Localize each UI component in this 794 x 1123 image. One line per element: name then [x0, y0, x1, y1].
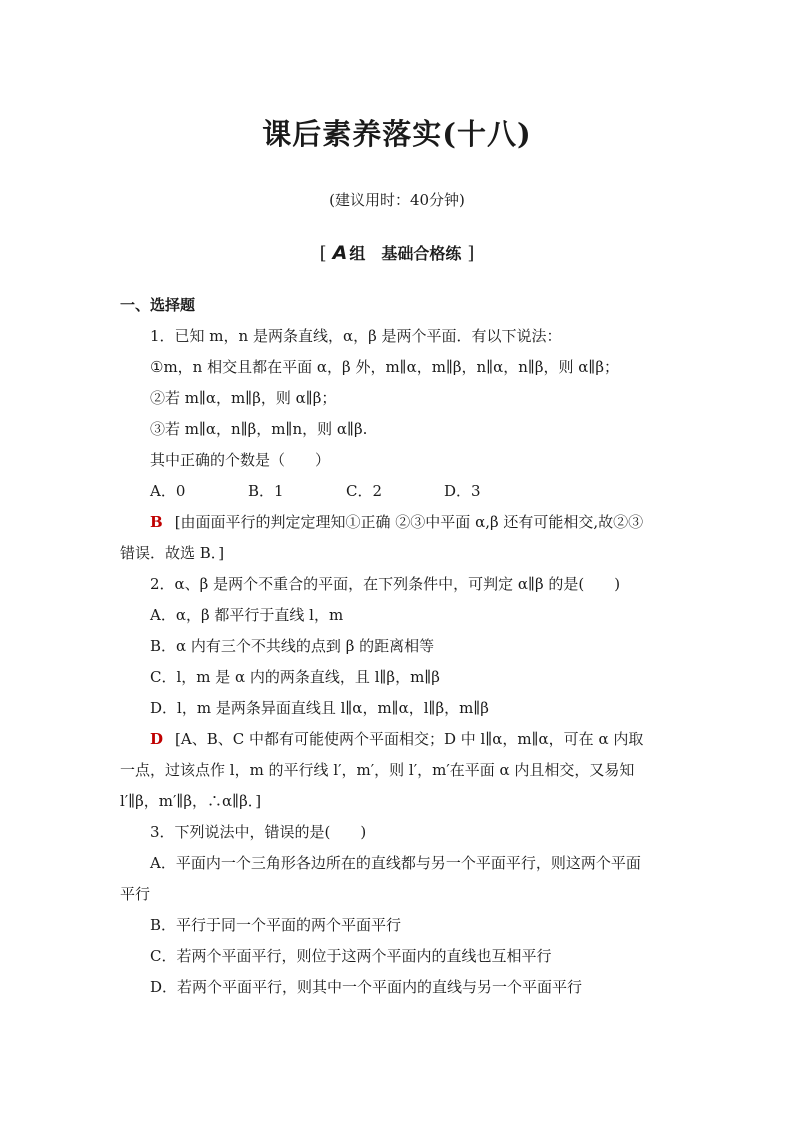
q1-option-d: D．3: [444, 482, 481, 500]
q3-option-a-line-2: 平行: [120, 885, 151, 903]
q2-answer: D: [150, 730, 164, 748]
q1-option-b: B．1: [248, 482, 284, 500]
q1-explanation-line-1: B [由面面平行的判定定理知①正确 ②③中平面 α,β 还有可能相交,故②③: [150, 513, 644, 531]
group-heading: [ A 组 基础合格练 ]: [319, 242, 475, 264]
q2-stem: 2．α、β 是两个不重合的平面，在下列条件中，可判定 α∥β 的是( ): [150, 575, 621, 593]
q1-statement-2: ②若 m∥α，m∥β，则 α∥β；: [150, 389, 337, 407]
q3-option-b: B．平行于同一个平面的两个平面平行: [150, 916, 402, 934]
group-suffix: 组: [349, 244, 366, 263]
q1-statement-1: ①m，n 相交且都在平面 α，β 外，m∥α，m∥β，n∥α，n∥β，则 α∥β；: [150, 358, 620, 376]
page-title: 课后素养落实(十八): [262, 117, 532, 151]
section-heading: 一、选择题: [120, 296, 196, 314]
q2-option-c: C．l，m 是 α 内的两条直线，且 l∥β，m∥β: [150, 668, 440, 686]
q3-option-c: C．若两个平面平行，则位于这两个平面内的直线也互相平行: [150, 947, 552, 965]
q3-option-d: D．若两个平面平行，则其中一个平面内的直线与另一个平面平行: [150, 978, 583, 996]
q1-stem: 1．已知 m，n 是两条直线，α，β 是两个平面．有以下说法：: [150, 327, 562, 345]
q2-option-a: A．α，β 都平行于直线 l，m: [150, 606, 344, 624]
group-letter: A: [332, 242, 348, 264]
q2-explanation-line-1: D [A、B、C 中都有可能使两个平面相交；D 中 l∥α，m∥α，可在 α 内取: [150, 730, 644, 748]
q1-answer: B: [150, 513, 163, 531]
q1-question: 其中正确的个数是（ ）: [150, 451, 331, 469]
q3-option-a-line-1: A．平面内一个三角形各边所在的直线都与另一个平面平行，则这两个平面: [150, 854, 641, 872]
q1-option-a: A．0: [150, 482, 186, 500]
q1-explanation-line-2: 错误．故选 B．]: [120, 544, 225, 562]
time-suggestion: (建议用时：40分钟): [329, 191, 465, 209]
q1-statement-3: ③若 m∥α，n∥β，m∥n，则 α∥β.: [150, 420, 368, 438]
q2-option-d: D．l，m 是两条异面直线且 l∥α，m∥α，l∥β，m∥β: [150, 699, 489, 717]
q1-option-c: C．2: [346, 482, 383, 500]
q2-explanation-line-3: l′∥β，m′∥β，∴α∥β．]: [120, 792, 262, 810]
q1-options: [150, 481, 710, 501]
q3-stem: 3．下列说法中，错误的是( ): [150, 823, 367, 841]
q2-explanation-line-2: 一点，过该点作 l，m 的平行线 l′，m′，则 l′，m′在平面 α 内且相交，又易知: [120, 761, 635, 779]
q2-option-b: B．α 内有三个不共线的点到 β 的距离相等: [150, 637, 435, 655]
group-name: 基础合格练: [381, 244, 462, 263]
